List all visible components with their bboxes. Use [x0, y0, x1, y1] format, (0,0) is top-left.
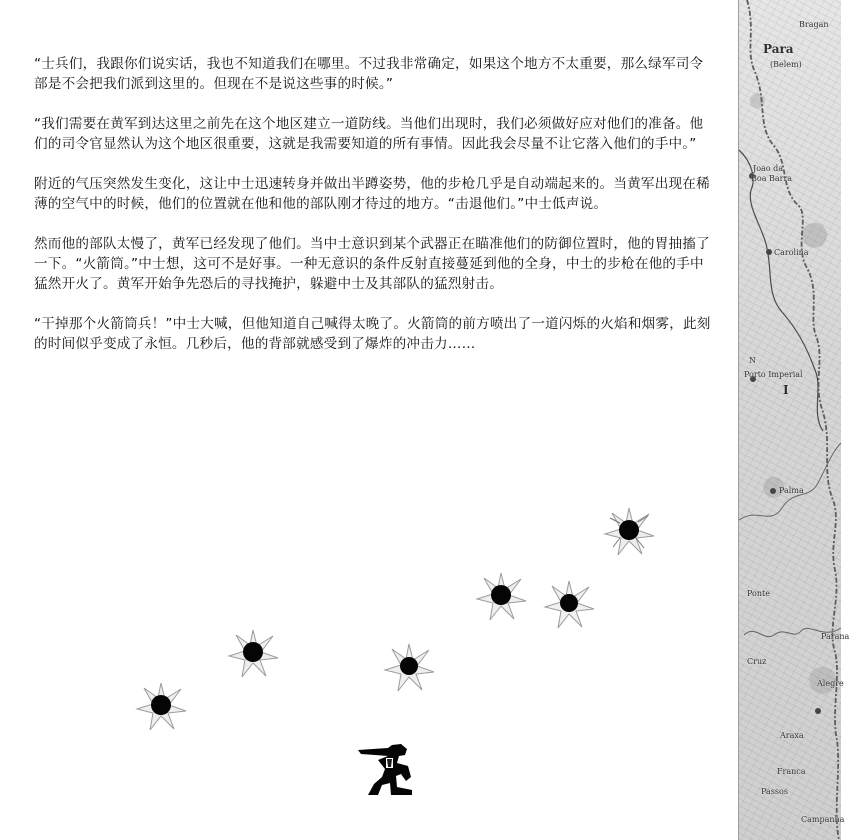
map-label-joao-da: Joao da — [753, 164, 784, 173]
map-label-alegre: Alegre — [817, 679, 844, 688]
map-label-carolina: Carolina — [774, 248, 809, 257]
map-label-roman-one: I — [783, 383, 789, 397]
story-paragraph-5: “干掉那个火箭筒兵！”中士大喊，但他知道自己喊得太晚了。火箭筒的前方喷出了一道闪烁的火焰和烟雾，此刻的时间似乎变成了永恒。几秒后，他的背部就感受到了爆炸的冲击力…… — [34, 316, 711, 352]
map-river-line — [739, 150, 823, 431]
story-paragraph-2: “我们需要在黄军到达这里之前先在这个地区建立一道防线。当他们出现时，我们必须做好应对他们的准备。他们的司令官显然认为这个地区很重要，这就是我需要知道的所有事情。因此我会尽量不让它落入他们的手中。” — [34, 116, 704, 152]
map-label-parana: Parana — [821, 632, 849, 641]
map-label-belem: (Belem) — [770, 60, 802, 69]
map-label-araxa: Araxa — [780, 731, 804, 740]
map-label-boa-barra: Boa Barra — [751, 174, 793, 183]
bullet-hole-icon — [224, 622, 282, 680]
bullet-hole-graphic — [600, 500, 658, 558]
story-paragraph-3: 附近的气压突然发生变化，这让中士迅速转身并做出半蹲姿势，他的步枪几乎是自动端起来的。当黄军出现在稀薄的空气中的时候，他们的位置就在他和他的部队刚才待过的地方。“击退他们。”中士低声说。 — [34, 176, 710, 212]
map-road-line — [739, 443, 841, 520]
map-city-marker — [815, 708, 821, 714]
map-label-porto-imperial: Porto Imperial — [744, 370, 803, 379]
map-label-passos: Passos — [761, 787, 788, 796]
bullet-hole-icon — [472, 565, 530, 623]
map-label-bragan: Bragan — [799, 20, 829, 29]
map-label-cruz: Cruz — [747, 657, 767, 666]
story-text-panel — [34, 54, 714, 374]
bullet-hole-icon — [600, 500, 658, 558]
map-label-franca: Franca — [777, 767, 806, 776]
map-label-palma: Palma — [779, 486, 804, 495]
map-boundary-line — [747, 0, 839, 840]
story-paragraph-1: “士兵们，我跟你们说实话，我也不知道我们在哪里。不过我非常确定，如果这个地方不太重要，那么绿军司令部是不会把我们派到这里的。但现在不是说这些事的时候。” — [34, 56, 704, 92]
map-label-campanha: Campanha — [801, 815, 845, 824]
kneeling-rifleman-icon[interactable] — [354, 738, 420, 796]
soldier-silhouette — [354, 738, 420, 796]
story-paragraph-4: 然而他的部队太慢了，黄军已经发现了他们。当中士意识到某个武器正在瞄准他们的防御位置时，他的胃抽搐了一下。“火箭筒。”中士想，这可不是好事。一种无意识的条件反射直接蔓延到他的全身，中士的步枪在他的手中猛然开火了。黄军开始争先恐后的寻找掩护，躲避中士及其部队的猛烈射击。 — [34, 236, 710, 292]
map-city-marker — [770, 488, 776, 494]
map-label-para: Para — [763, 42, 794, 56]
map-strip — [738, 0, 849, 840]
bullet-hole-icon — [132, 675, 190, 733]
map-label-n: N — [749, 356, 756, 365]
bullet-hole-icon — [380, 636, 438, 694]
bullet-hole-icon — [540, 573, 598, 631]
map-label-ponte: Ponte — [747, 589, 770, 598]
map-city-marker — [766, 249, 772, 255]
map-linework — [739, 0, 841, 840]
